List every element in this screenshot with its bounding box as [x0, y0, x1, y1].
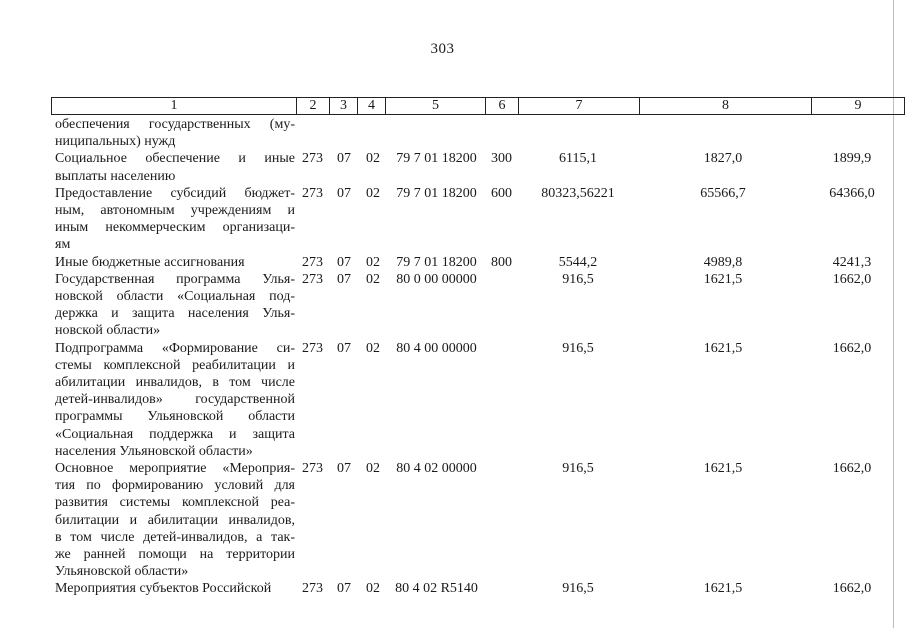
header-col-5: 5 — [386, 98, 486, 114]
row-cell-c6 — [485, 116, 518, 150]
row-cell-c8: 1827,0 — [703, 151, 743, 167]
description-line: стемы комплексной реабилитации и — [55, 357, 295, 373]
description-line: ям — [55, 237, 71, 253]
row-cell-c5 — [388, 116, 485, 150]
table-row — [55, 185, 896, 254]
row-cell-c8 — [638, 116, 808, 150]
header-col-4: 4 — [358, 98, 386, 114]
row-description — [55, 340, 295, 460]
row-cell-c6 — [485, 340, 518, 460]
row-cell-c3: 07 — [337, 340, 351, 356]
row-cell-c3: 07 — [337, 271, 351, 287]
description-line: новской области» — [55, 323, 161, 339]
description-line: Ульяновской области» — [55, 564, 189, 580]
row-cell-c4: 02 — [366, 254, 380, 270]
description-line: населения Ульяновской области» — [55, 443, 253, 459]
description-line: абилитации инвалидов, в том числе — [55, 375, 295, 391]
row-cell-c3: 07 — [337, 185, 351, 201]
row-description — [55, 185, 295, 254]
table-row — [55, 271, 896, 340]
row-cell-c2: 273 — [302, 581, 323, 597]
row-cell-c9: 1662,0 — [832, 340, 872, 356]
table-row — [55, 150, 896, 184]
row-cell-c4: 02 — [366, 461, 380, 477]
table-row — [55, 254, 896, 271]
description-line: новской области «Социальная под- — [55, 289, 295, 305]
row-cell-c9: 4241,3 — [832, 254, 872, 270]
row-cell-c6 — [485, 271, 518, 340]
row-cell-c5: 79 7 01 18200 — [396, 151, 477, 167]
row-cell-c6 — [485, 580, 518, 597]
description-line: Иные бюджетные ассигнования — [55, 254, 245, 270]
row-cell-c6: 800 — [491, 254, 512, 270]
row-description — [55, 254, 295, 271]
row-cell-c4: 02 — [366, 581, 380, 597]
description-line: в том числе детей-инвалидов, а так- — [55, 529, 295, 545]
row-cell-c5: 80 4 02 00000 — [396, 461, 477, 477]
description-line: программы Ульяновской области — [55, 409, 295, 425]
header-col-7: 7 — [519, 98, 640, 114]
description-line: Государственная программа Улья- — [55, 271, 295, 287]
description-line: тия по формированию условий для — [55, 478, 295, 494]
table-header — [51, 97, 905, 115]
row-description — [55, 116, 295, 150]
row-cell-c4: 02 — [366, 340, 380, 356]
description-line: развития системы комплексной реа- — [55, 495, 295, 511]
description-line: иным некоммерческим организаци- — [55, 220, 295, 236]
row-cell-c6: 300 — [491, 151, 512, 167]
row-cell-c9: 1662,0 — [832, 461, 872, 477]
row-cell-c2: 273 — [302, 151, 323, 167]
row-cell-c7: 80323,56221 — [541, 185, 615, 201]
row-cell-c2: 273 — [302, 271, 323, 287]
row-cell-c7 — [518, 116, 638, 150]
row-cell-c5: 80 4 02 R5140 — [395, 581, 478, 597]
row-cell-c2: 273 — [302, 185, 323, 201]
row-cell-c3: 07 — [337, 151, 351, 167]
row-cell-c2: 273 — [302, 254, 323, 270]
row-description — [55, 271, 295, 340]
row-cell-c5: 79 7 01 18200 — [396, 185, 477, 201]
header-col-8: 8 — [640, 98, 812, 114]
description-line: ниципальных) нужд — [55, 134, 176, 150]
row-cell-c9 — [808, 116, 896, 150]
row-cell-c3: 07 — [337, 254, 351, 270]
description-line: билитации и абилитации инвалидов, — [55, 512, 295, 528]
row-cell-c8: 1621,5 — [703, 581, 743, 597]
table-row — [55, 116, 896, 150]
row-cell-c2: 273 — [302, 340, 323, 356]
row-cell-c5: 79 7 01 18200 — [396, 254, 477, 270]
row-description — [55, 580, 295, 597]
row-cell-c8: 1621,5 — [703, 340, 743, 356]
header-col-9: 9 — [854, 98, 862, 113]
row-cell-c8: 1621,5 — [703, 271, 743, 287]
row-cell-c7: 916,5 — [562, 271, 594, 287]
table-body — [55, 116, 896, 598]
row-cell-c8: 65566,7 — [700, 185, 746, 201]
description-line: Основное мероприятие «Мероприя- — [55, 461, 295, 477]
row-cell-c5: 80 4 00 00000 — [396, 340, 477, 356]
header-col-2: 2 — [297, 98, 330, 114]
table-row — [55, 580, 896, 597]
row-cell-c7: 5544,2 — [558, 254, 598, 270]
row-cell-c9: 1662,0 — [832, 581, 872, 597]
row-cell-c9: 64366,0 — [829, 185, 875, 201]
row-cell-c4: 02 — [366, 271, 380, 287]
description-line: Предоставление субсидий бюджет- — [55, 185, 295, 201]
row-cell-c3 — [330, 116, 358, 150]
row-cell-c3: 07 — [337, 461, 351, 477]
row-description — [55, 150, 295, 184]
table-row — [55, 460, 896, 580]
row-cell-c3: 07 — [337, 581, 351, 597]
description-line: держка и защита населения Улья- — [55, 306, 295, 322]
row-cell-c2: 273 — [302, 461, 323, 477]
row-cell-c8: 4989,8 — [703, 254, 743, 270]
row-cell-c7: 916,5 — [562, 461, 594, 477]
header-col-6: 6 — [486, 98, 519, 114]
description-line: обеспечения государственных (му- — [55, 117, 295, 132]
row-cell-c6: 600 — [491, 185, 512, 201]
description-line: ным, автономным учреждениям и — [55, 203, 295, 219]
row-cell-c9: 1899,9 — [832, 151, 872, 167]
page-number: 303 — [430, 41, 455, 57]
row-cell-c7: 916,5 — [562, 581, 594, 597]
table-row — [55, 340, 896, 460]
row-cell-c7: 916,5 — [562, 340, 594, 356]
header-col-3: 3 — [330, 98, 358, 114]
row-cell-c4: 02 — [366, 151, 380, 167]
description-line: выплаты населению — [55, 168, 176, 184]
row-cell-c2 — [295, 116, 330, 150]
row-cell-c8: 1621,5 — [703, 461, 743, 477]
description-line: детей-инвалидов» государственной — [55, 392, 295, 408]
row-description — [55, 460, 295, 580]
row-cell-c6 — [485, 460, 518, 580]
row-cell-c4: 02 — [366, 185, 380, 201]
description-line: Мероприятия субъектов Российской — [55, 581, 272, 597]
row-cell-c5: 80 0 00 00000 — [396, 271, 477, 287]
description-line: Подпрограмма «Формирование си- — [55, 340, 295, 356]
description-line: Социальное обеспечение и иные — [55, 151, 295, 167]
row-cell-c4 — [358, 116, 388, 150]
description-line: «Социальная поддержка и защита — [55, 426, 295, 442]
row-cell-c7: 6115,1 — [559, 151, 597, 167]
description-line: же ранней помощи на территории — [55, 547, 295, 563]
header-col-1: 1 — [52, 98, 297, 114]
row-cell-c9: 1662,0 — [832, 271, 872, 287]
